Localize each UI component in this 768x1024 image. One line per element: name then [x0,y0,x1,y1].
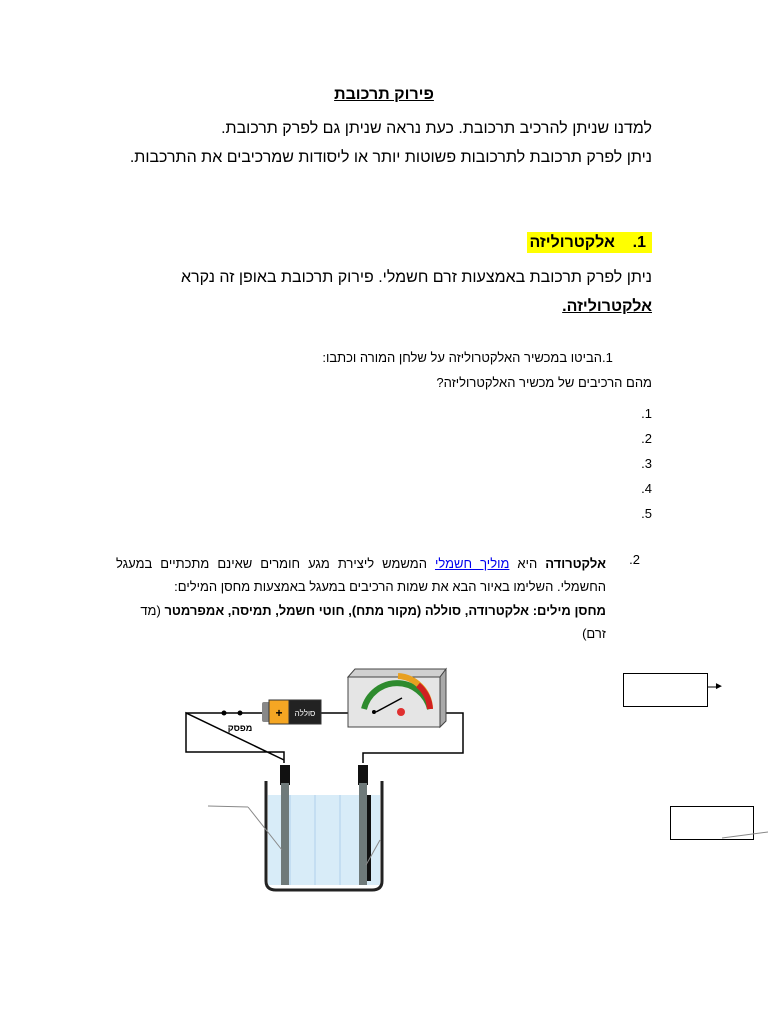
question-2-rest: המשמש ליצירת מגע חומרים שאינם מתכתיים במעגל החשמלי. השלימו באיור הבא את שמות הרכיבים במעגל באמצעות מחסן המילים: [116,556,606,594]
word-bank-words: אלקטרודה, סוללה (מקור מתח), חוטי חשמל, תמיסה, אמפרמטר [164,603,530,618]
intro-line-2: ניתן לפרק תרכובת לתרכובות פשוטות יותר או ליסודות שמרכיבים את התרכבות. [129,149,652,166]
section-1-title: אלקטרוליזה [529,234,615,251]
switch-label: מפסק [227,723,253,733]
question-2-number: 2. [629,552,640,567]
battery-label: סוללה [294,709,316,718]
electrode-left [280,765,290,885]
intro-line-1: למדנו שניתן להרכיב תרכובת. כעת נראה שניתן גם לפרק תרכובת. [221,120,652,137]
section-1-heading [527,234,652,252]
switch [222,711,253,734]
section-1-body [92,263,652,321]
section-1-highlight [527,232,652,253]
word-bank [116,599,606,645]
word-bank-label: מחסן מילים: [532,603,606,618]
question-2-text [116,552,606,598]
question-1-text: הביטו במכשיר האלקטרוליזה על שלחן המורה וכתבו: [322,350,602,365]
answer-line[interactable]: 2. [641,431,652,446]
answer-line[interactable]: 1. [641,406,652,421]
leader-line [722,830,768,840]
section-1-text: ניתן לפרק תרכובת באמצעות זרם חשמלי. פירוק תרכובת באופן זה נקרא [181,269,652,286]
section-1-number: 1. [632,234,646,251]
intro-paragraph [92,114,652,172]
question-1 [322,350,640,365]
answer-list [641,401,652,526]
conductor-link[interactable]: מוליך חשמלי [434,556,510,571]
ammeter [348,669,446,727]
battery [262,700,321,724]
question-1-subtext: מהם הרכיבים של מכשיר האלקטרוליזה? [436,375,652,390]
word-bank-tail: (מד זרם) [140,603,606,641]
answer-line[interactable]: 4. [641,481,652,496]
arrow-line [707,686,717,688]
electrolysis-diagram [150,665,480,900]
leader-line [208,806,248,807]
battery-plus-sign: + [275,706,283,720]
answer-line[interactable]: 3. [641,456,652,471]
arrow-right-icon: ► [714,681,724,692]
label-answer-box[interactable] [623,673,708,707]
is-word: היא [517,556,538,571]
question-1-number: 1. [602,350,613,365]
answer-line[interactable]: 5. [641,506,652,521]
electrode-term: אלקטרודה [545,556,606,571]
section-1-term: אלקטרוליזה. [562,298,652,315]
page-title: פירוק תרכובת [334,86,434,103]
electrode-right [358,765,371,885]
